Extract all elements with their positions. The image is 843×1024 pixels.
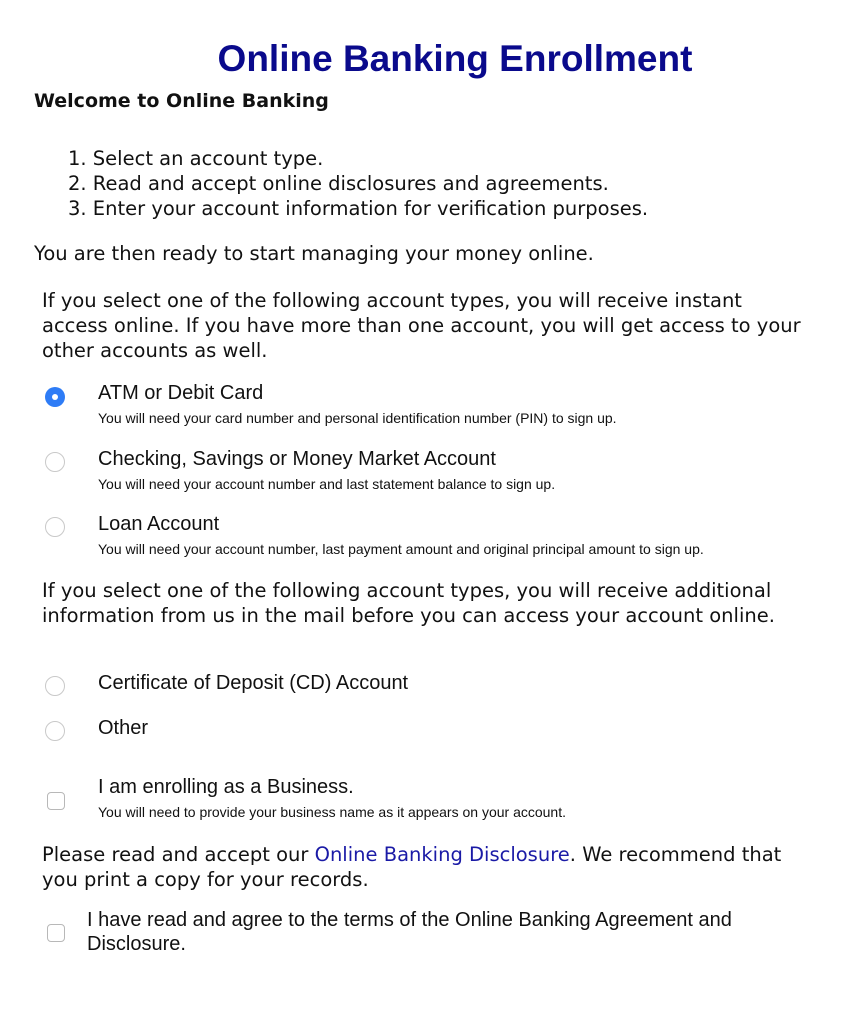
option-description: You will need your account number, last payment amount and original principal amount to sign up. [98, 541, 704, 557]
radio-checking-savings[interactable] [45, 452, 65, 472]
step-item: 1. Select an account type. [68, 147, 324, 170]
mail-access-intro: If you select one of the following account types, you will receive additional information from us in the mail before you can access your account online. [42, 579, 775, 627]
option-label[interactable]: Other [98, 717, 149, 739]
option-label[interactable]: Certificate of Deposit (CD) Account [98, 672, 409, 694]
step-item: 2. Read and accept online disclosures and agreements. [68, 172, 609, 195]
option-description: You will need your card number and personal identification number (PIN) to sign up. [98, 410, 617, 426]
step-item: 3. Enter your account information for verification purposes. [68, 197, 649, 220]
agreement-label[interactable]: I have read and agree to the terms of the Online Banking Agreement and Disclosure. [87, 909, 732, 955]
instant-access-intro: If you select one of the following account types, you will receive instant access online. If you have more than one account, you will get access to your other accounts as well. [42, 289, 801, 362]
ready-text: You are then ready to start managing your money online. [34, 242, 594, 265]
disclosure-text-after: . We recommend that you print a copy for your records. [42, 843, 782, 891]
agreement-checkbox[interactable] [47, 924, 65, 942]
option-label[interactable]: Checking, Savings or Money Market Account [98, 448, 496, 470]
radio-certificate-of-deposit[interactable] [45, 676, 65, 696]
page-title: Online Banking Enrollment [217, 38, 693, 79]
option-label[interactable]: ATM or Debit Card [98, 382, 264, 404]
option-description: You will need your account number and last statement balance to sign up. [98, 476, 556, 492]
business-checkbox[interactable] [47, 792, 65, 810]
welcome-heading: Welcome to Online Banking [34, 90, 329, 112]
business-description: You will need to provide your business name as it appears on your account. [98, 804, 566, 820]
option-label[interactable]: Loan Account [98, 513, 220, 535]
disclosure-link[interactable]: Online Banking Disclosure [314, 843, 570, 866]
disclosure-text-before: Please read and accept our [42, 843, 315, 866]
disclosure-text [42, 842, 812, 892]
radio-other[interactable] [45, 721, 65, 741]
radio-loan-account[interactable] [45, 517, 65, 537]
business-label[interactable]: I am enrolling as a Business. [98, 776, 354, 798]
enrollment-steps-list [0, 146, 648, 221]
radio-atm-debit-card[interactable] [45, 387, 65, 407]
